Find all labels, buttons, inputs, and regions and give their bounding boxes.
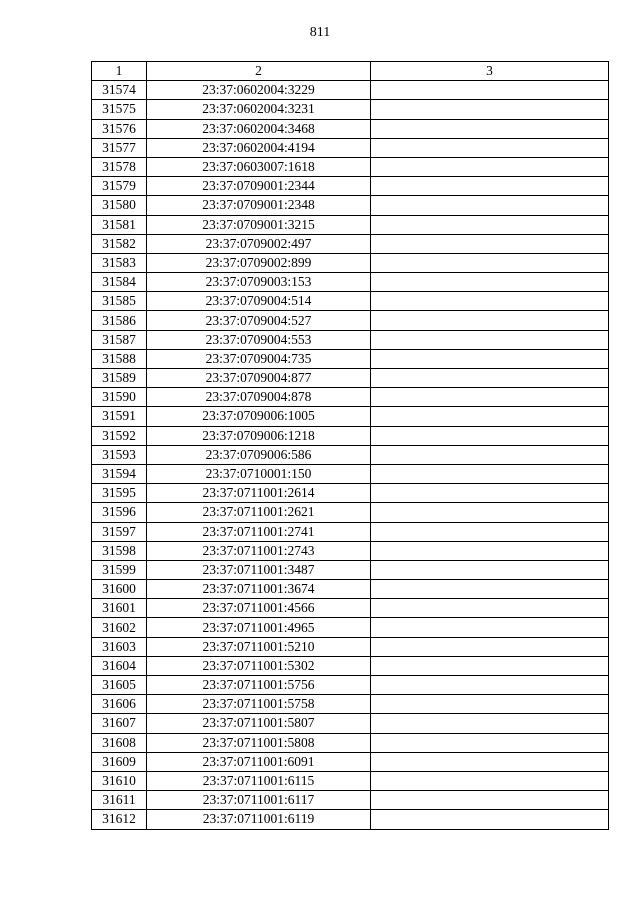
note-cell [371, 503, 609, 522]
cadastral-number-cell: 23:37:0709006:1218 [147, 426, 371, 445]
table-row [92, 445, 609, 464]
table-row [92, 560, 609, 579]
cadastral-number-cell: 23:37:0709004:877 [147, 369, 371, 388]
table-row [92, 273, 609, 292]
cadastral-number-cell: 23:37:0711001:2743 [147, 541, 371, 560]
row-number-cell: 31608 [92, 733, 147, 752]
cadastral-number-cell: 23:37:0602004:3229 [147, 81, 371, 100]
cadastral-number-cell: 23:37:0711001:6119 [147, 810, 371, 829]
note-cell [371, 695, 609, 714]
row-number-cell: 31592 [92, 426, 147, 445]
note-cell [371, 292, 609, 311]
row-number-cell: 31586 [92, 311, 147, 330]
table-body [92, 81, 609, 829]
cadastral-number-cell: 23:37:0602004:4194 [147, 138, 371, 157]
note-cell [371, 560, 609, 579]
note-cell [371, 157, 609, 176]
note-cell [371, 676, 609, 695]
note-cell [371, 810, 609, 829]
page-number: 811 [309, 25, 331, 40]
table-header-row [92, 62, 609, 81]
column-header-3: 3 [371, 62, 609, 81]
cadastral-number-cell: 23:37:0711001:2621 [147, 503, 371, 522]
note-cell [371, 330, 609, 349]
row-number-cell: 31576 [92, 119, 147, 138]
row-number-cell: 31588 [92, 349, 147, 368]
row-number-cell: 31609 [92, 752, 147, 771]
table-row [92, 791, 609, 810]
table-row [92, 752, 609, 771]
table-row [92, 676, 609, 695]
table-row [92, 81, 609, 100]
row-number-cell: 31593 [92, 445, 147, 464]
cadastral-number-cell: 23:37:0711001:2741 [147, 522, 371, 541]
table-row [92, 196, 609, 215]
row-number-cell: 31583 [92, 253, 147, 272]
note-cell [371, 138, 609, 157]
row-number-cell: 31596 [92, 503, 147, 522]
note-cell [371, 771, 609, 790]
cadastral-number-cell: 23:37:0709001:2348 [147, 196, 371, 215]
row-number-cell: 31599 [92, 560, 147, 579]
note-cell [371, 273, 609, 292]
cadastral-number-cell: 23:37:0603007:1618 [147, 157, 371, 176]
cadastral-number-cell: 23:37:0709004:514 [147, 292, 371, 311]
note-cell [371, 541, 609, 560]
cadastral-number-cell: 23:37:0709006:1005 [147, 407, 371, 426]
note-cell [371, 407, 609, 426]
table-row [92, 580, 609, 599]
note-cell [371, 618, 609, 637]
cadastral-number-cell: 23:37:0709004:878 [147, 388, 371, 407]
row-number-cell: 31590 [92, 388, 147, 407]
cadastral-number-cell: 23:37:0709004:553 [147, 330, 371, 349]
table-row [92, 292, 609, 311]
note-cell [371, 484, 609, 503]
cadastral-number-cell: 23:37:0709006:586 [147, 445, 371, 464]
table-row [92, 369, 609, 388]
note-cell [371, 81, 609, 100]
note-cell [371, 369, 609, 388]
cadastral-number-cell: 23:37:0711001:5807 [147, 714, 371, 733]
cadastral-number-cell: 23:37:0711001:5210 [147, 637, 371, 656]
note-cell [371, 791, 609, 810]
row-number-cell: 31612 [92, 810, 147, 829]
table-row [92, 177, 609, 196]
cadastral-number-cell: 23:37:0711001:4566 [147, 599, 371, 618]
cadastral-number-cell: 23:37:0711001:6117 [147, 791, 371, 810]
table-row [92, 637, 609, 656]
table-row [92, 733, 609, 752]
note-cell [371, 311, 609, 330]
cadastral-number-cell: 23:37:0711001:5302 [147, 656, 371, 675]
table-row [92, 138, 609, 157]
table-row [92, 349, 609, 368]
table-row [92, 522, 609, 541]
cadastral-number-cell: 23:37:0602004:3468 [147, 119, 371, 138]
table-row [92, 503, 609, 522]
table-row [92, 388, 609, 407]
cadastral-number-cell: 23:37:0709001:2344 [147, 177, 371, 196]
note-cell [371, 388, 609, 407]
table-header [92, 62, 609, 81]
cadastral-number-cell: 23:37:0711001:6115 [147, 771, 371, 790]
table-row [92, 541, 609, 560]
row-number-cell: 31577 [92, 138, 147, 157]
note-cell [371, 656, 609, 675]
table-row [92, 119, 609, 138]
table-row [92, 656, 609, 675]
cadastral-number-cell: 23:37:0711001:5758 [147, 695, 371, 714]
row-number-cell: 31598 [92, 541, 147, 560]
column-header-1: 1 [92, 62, 147, 81]
note-cell [371, 714, 609, 733]
cadastral-number-cell: 23:37:0709004:527 [147, 311, 371, 330]
table-row [92, 618, 609, 637]
row-number-cell: 31587 [92, 330, 147, 349]
cadastral-number-cell: 23:37:0711001:3487 [147, 560, 371, 579]
cadastral-number-cell: 23:37:0711001:5808 [147, 733, 371, 752]
note-cell [371, 733, 609, 752]
note-cell [371, 100, 609, 119]
note-cell [371, 464, 609, 483]
table-row [92, 484, 609, 503]
row-number-cell: 31591 [92, 407, 147, 426]
cadastral-number-cell: 23:37:0709003:153 [147, 273, 371, 292]
table-row [92, 810, 609, 829]
cadastral-number-cell: 23:37:0710001:150 [147, 464, 371, 483]
note-cell [371, 637, 609, 656]
row-number-cell: 31584 [92, 273, 147, 292]
column-header-2: 2 [147, 62, 371, 81]
row-number-cell: 31575 [92, 100, 147, 119]
row-number-cell: 31605 [92, 676, 147, 695]
table-row [92, 100, 609, 119]
row-number-cell: 31595 [92, 484, 147, 503]
table-row [92, 714, 609, 733]
row-number-cell: 31574 [92, 81, 147, 100]
row-number-cell: 31602 [92, 618, 147, 637]
note-cell [371, 215, 609, 234]
table-row [92, 157, 609, 176]
note-cell [371, 253, 609, 272]
row-number-cell: 31607 [92, 714, 147, 733]
table-row [92, 464, 609, 483]
cadastral-number-cell: 23:37:0709004:735 [147, 349, 371, 368]
row-number-cell: 31579 [92, 177, 147, 196]
note-cell [371, 196, 609, 215]
row-number-cell: 31585 [92, 292, 147, 311]
table-row [92, 234, 609, 253]
note-cell [371, 349, 609, 368]
cadastral-number-cell: 23:37:0709002:899 [147, 253, 371, 272]
cadastral-number-cell: 23:37:0711001:5756 [147, 676, 371, 695]
table-row [92, 771, 609, 790]
row-number-cell: 31600 [92, 580, 147, 599]
row-number-cell: 31578 [92, 157, 147, 176]
note-cell [371, 752, 609, 771]
table-row [92, 407, 609, 426]
cadastral-number-cell: 23:37:0711001:2614 [147, 484, 371, 503]
cadastral-number-cell: 23:37:0711001:4965 [147, 618, 371, 637]
row-number-cell: 31594 [92, 464, 147, 483]
note-cell [371, 177, 609, 196]
cadastral-number-cell: 23:37:0711001:6091 [147, 752, 371, 771]
row-number-cell: 31589 [92, 369, 147, 388]
row-number-cell: 31603 [92, 637, 147, 656]
table-row [92, 215, 609, 234]
row-number-cell: 31601 [92, 599, 147, 618]
row-number-cell: 31610 [92, 771, 147, 790]
note-cell [371, 522, 609, 541]
cadastral-number-cell: 23:37:0602004:3231 [147, 100, 371, 119]
row-number-cell: 31604 [92, 656, 147, 675]
row-number-cell: 31580 [92, 196, 147, 215]
table-row [92, 311, 609, 330]
table-row [92, 599, 609, 618]
note-cell [371, 234, 609, 253]
row-number-cell: 31611 [92, 791, 147, 810]
note-cell [371, 599, 609, 618]
note-cell [371, 445, 609, 464]
row-number-cell: 31597 [92, 522, 147, 541]
table-row [92, 330, 609, 349]
cadastral-number-cell: 23:37:0711001:3674 [147, 580, 371, 599]
note-cell [371, 119, 609, 138]
row-number-cell: 31582 [92, 234, 147, 253]
row-number-cell: 31606 [92, 695, 147, 714]
table-row [92, 426, 609, 445]
note-cell [371, 426, 609, 445]
table-row [92, 253, 609, 272]
cadastral-number-cell: 23:37:0709002:497 [147, 234, 371, 253]
cadastral-number-cell: 23:37:0709001:3215 [147, 215, 371, 234]
table-row [92, 695, 609, 714]
note-cell [371, 580, 609, 599]
data-table [91, 61, 609, 830]
row-number-cell: 31581 [92, 215, 147, 234]
